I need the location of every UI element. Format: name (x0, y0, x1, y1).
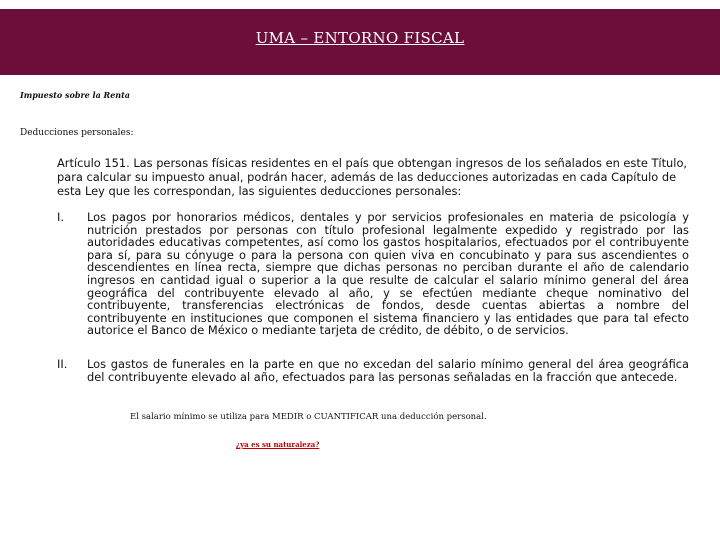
article-item (57, 358, 689, 383)
item-text: Los pagos por honorarios médicos, dentales y por servicios profesionales en materia de psicología y nutrición prestados por personas con título profesional legalmente expedido y registrado por las autoridades educativas competentes, así como los gastos hospitalarios, efectuados por el contribuyente para sí, para su cónyuge o para la persona con quien viva en concubinato y para sus ascendientes o descendientes en línea recta, siempre que dichas personas no perciban durante el año de calendario ingresos en cantidad igual o superior a la que resulte de calcular el salario mínimo general del área geográfica del contribuyente elevado al año, y se efectúen mediante cheque nominativo del contribuyente, transferencias electrónicas de fondos, desde cuentas abiertas a nombre del contribuyente en instituciones que componen el sistema financiero y las entidades que para tal efecto autorice el Banco de México o mediante tarjeta de crédito, de débito, o de servicios. (87, 210, 689, 338)
item-number: I. (57, 210, 64, 224)
section-topic: Impuesto sobre la Renta (20, 90, 130, 100)
item-number: II. (57, 357, 68, 371)
footnote: El salario mínimo se utiliza para MEDIR o CUANTIFICAR una deducción personal. (130, 412, 487, 422)
page-title: UMA – ENTORNO FISCAL (255, 29, 465, 47)
section-subtopic: Deducciones personales: (20, 128, 134, 138)
article-item (57, 211, 689, 337)
article-intro: Artículo 151. Las personas físicas residentes en el país que obtengan ingresos de los señalados en este Título, para calcular su impuesto anual, podrán hacer, además de las deducciones autorizadas en cada Capítulo de esta Ley que les correspondan, las siguientes deducciones personales: (57, 156, 688, 198)
item-text: Los gastos de funerales en la parte en que no excedan del salario mínimo general del área geográfica del contribuyente elevado al año, efectuados para las personas señaladas en la fracción que antecede. (87, 357, 689, 384)
nature-link[interactable]: ¿ya es su naturaleza? (236, 440, 320, 449)
header-banner (0, 9, 720, 75)
